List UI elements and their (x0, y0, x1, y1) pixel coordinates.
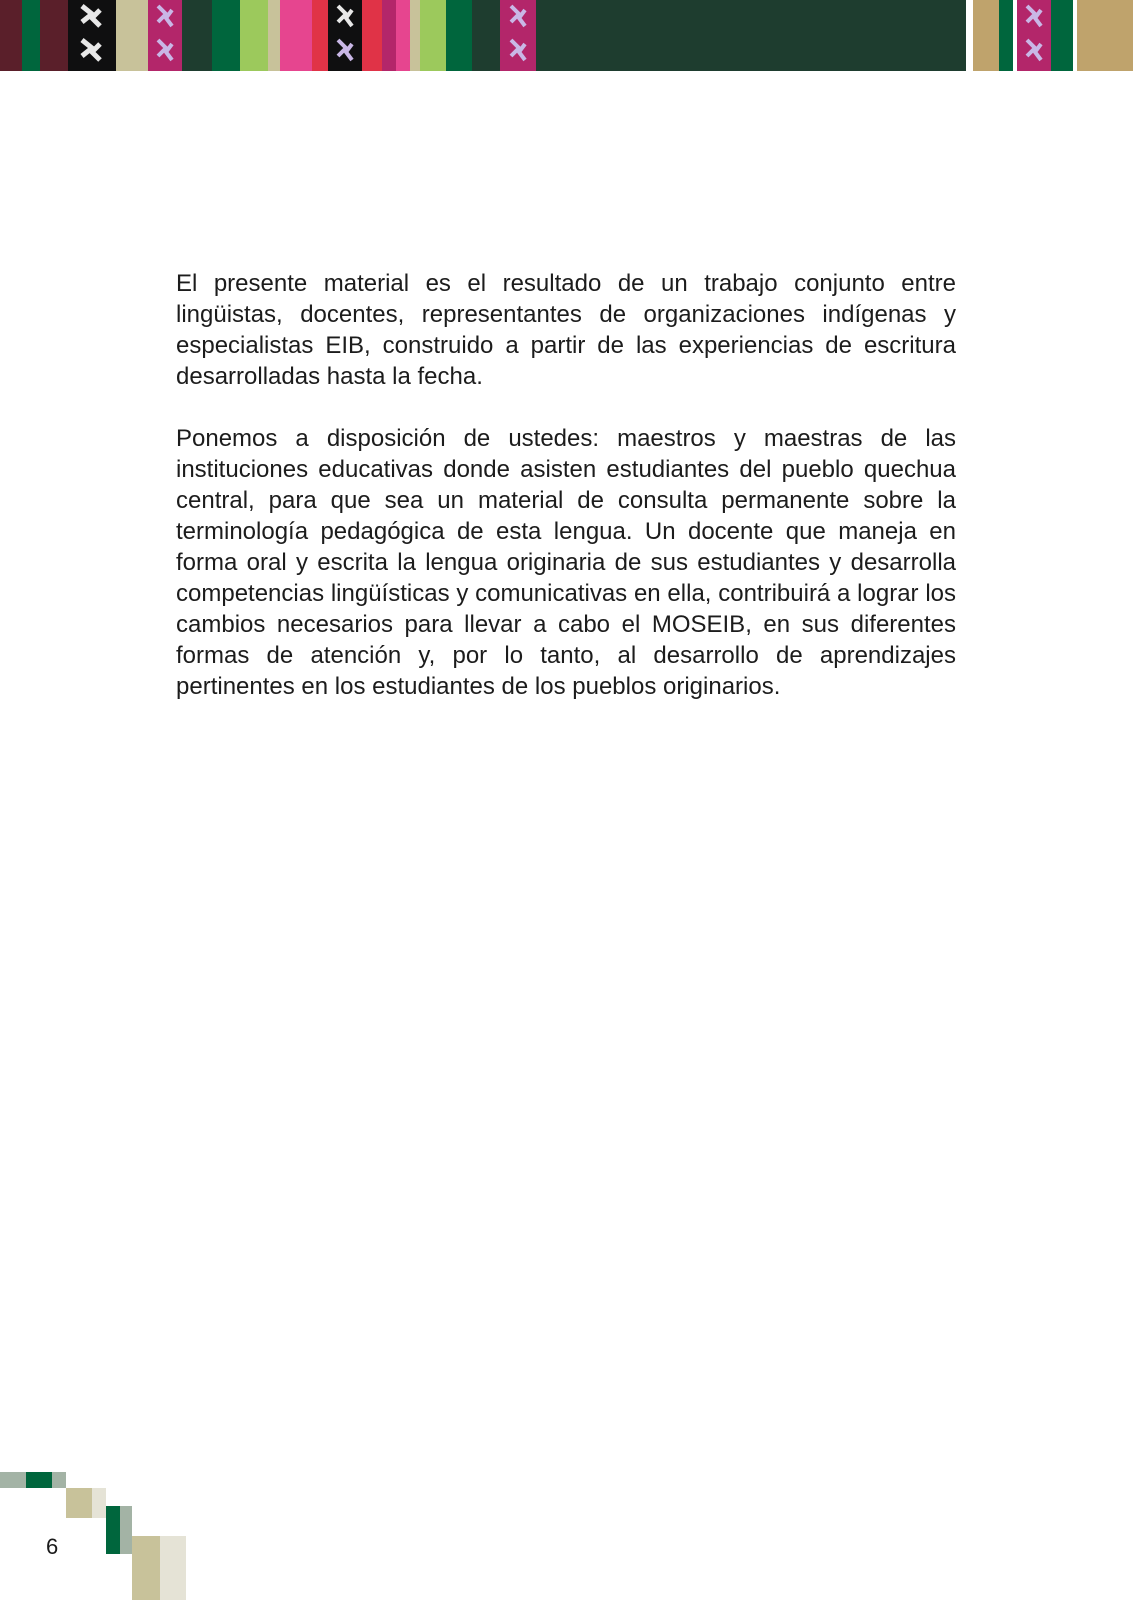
pixel-squares-decoration (0, 1472, 200, 1600)
zigzag-motif-icon (150, 0, 180, 71)
zigzag-motif-icon (330, 0, 360, 71)
intro-paragraph: El presente material es el resultado de un trabajo conjunto entre lingüistas, docentes, representantes de organizaciones indígenas y especialistas EIB, construido a partir de las experiencias de escritura desarrolladas hasta la fecha. (176, 270, 956, 390)
zigzag-motif-icon (70, 0, 114, 71)
purpose-paragraph: Ponemos a disposición de ustedes: maestros y maestras de las instituciones educativas donde asisten estudiantes del pueblo quechua central, para que sea un material de consulta permanente sobre la terminología pedagógica de esta lengua. Un docente que maneja en forma oral y escrita la lengua originaria de sus estudiantes y desarrolla competencias lingüísticas y comunicativas en ella, contribuirá a lograr los cambios necesarios para llevar a cabo el MOSEIB, en sus diferentes formas de atención y, por lo tanto, al desarrollo de aprendizajes pertinentes en los estudiantes de los pueblos originarios. (176, 425, 956, 700)
body-text (176, 268, 956, 733)
zigzag-motif-icon (503, 0, 533, 71)
page-number: 6 (46, 1534, 59, 1559)
woven-textile-band (0, 0, 1133, 71)
zigzag-motif-icon (1019, 0, 1049, 71)
